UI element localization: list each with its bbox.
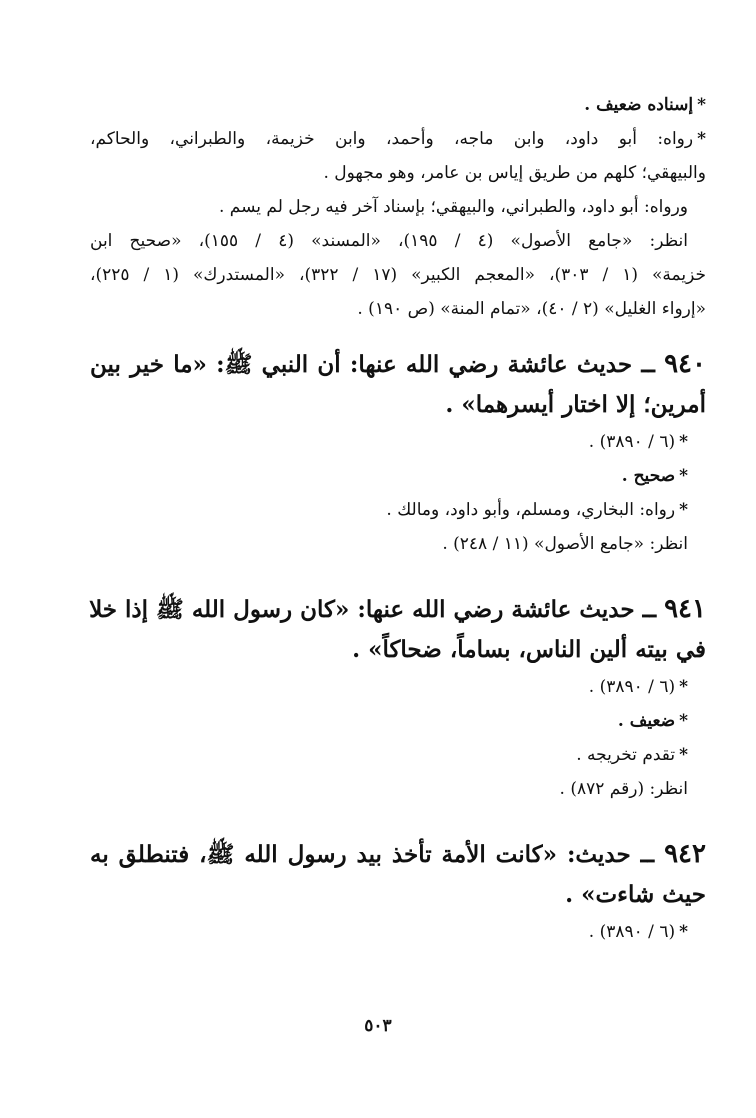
volume-reference: [90, 915, 706, 949]
reference-text: «إرواء الغليل» (٢ / ٤٠)، «تمام المنة» (ص ١٩٠) .: [357, 299, 706, 319]
hadith-text: ــ حديث عائشة رضي الله عنها: أن النبي ﷺ: «ما خير بين: [90, 351, 655, 378]
reference-text: انظر: «جامع الأصول» (٤ / ١٩٥)، «المسند» (٤ / ١٥٥)، «صحيح ابن: [90, 231, 689, 251]
reference-text: انظر: (رقم ٨٧٢) .: [559, 779, 688, 799]
volume-ref-text: (٦ / ٣٨٩٠) .: [588, 922, 676, 942]
hadith-text: أمرين؛ إلا اختار أيسرهما» .: [445, 391, 706, 418]
reference-line: [90, 527, 706, 561]
grade-line: [90, 459, 706, 493]
bullet-star: *: [679, 922, 688, 942]
grade-line: [90, 88, 706, 122]
hadith-number: ٩٤٠: [664, 349, 706, 379]
hadith-heading: [90, 344, 706, 385]
volume-ref-text: (٦ / ٣٨٩٠) .: [588, 677, 676, 697]
narration-line: [90, 122, 706, 156]
reference-line: [90, 258, 706, 292]
hadith-text: ــ حديث: «كانت الأمة تأخذ بيد رسول الله ﷺ، فتنطلق به: [90, 841, 655, 868]
bullet-star: *: [679, 745, 688, 765]
narration-text: رواه: أبو داود، وابن ماجه، وأحمد، وابن خزيمة، والطبراني، والحاكم،: [90, 129, 694, 149]
bullet-star: *: [697, 129, 706, 149]
takhrij-line: [90, 738, 706, 772]
volume-reference: [90, 425, 706, 459]
bullet-star: *: [679, 711, 688, 731]
narration-text: والبيهقي؛ كلهم من طريق إياس بن عامر، وهو مجهول .: [323, 163, 706, 183]
hadith-heading: [90, 589, 706, 630]
grade-line: [90, 704, 706, 738]
grade-text: ضعيف .: [617, 711, 676, 731]
narration-line: [90, 190, 706, 224]
reference-line: [90, 224, 706, 258]
hadith-heading: [90, 875, 706, 915]
bullet-star: *: [679, 432, 688, 452]
page-number: ٥٠٣: [364, 1016, 392, 1036]
narration-line: [90, 156, 706, 190]
reference-line: [90, 292, 706, 326]
grade-text: صحيح .: [621, 466, 676, 486]
grade-text: إسناده ضعيف .: [584, 95, 694, 115]
hadith-number: ٩٤١: [664, 594, 706, 624]
hadith-heading: [90, 385, 706, 425]
bullet-star: *: [679, 500, 688, 520]
hadith-heading: [90, 630, 706, 670]
volume-reference: [90, 670, 706, 704]
narration-text: ورواه: أبو داود، والطبراني، والبيهقي؛ بإسناد آخر فيه رجل لم يسم .: [218, 197, 688, 217]
hadith-heading: [90, 834, 706, 875]
bullet-star: *: [679, 466, 688, 486]
bullet-star: *: [697, 95, 706, 115]
reference-text: انظر: «جامع الأصول» (١١ / ٢٤٨) .: [442, 534, 688, 554]
narration-text: رواه: البخاري، ومسلم، وأبو داود، ومالك .: [386, 500, 676, 520]
narration-line: [90, 493, 706, 527]
hadith-text: حيث شاءت» .: [565, 881, 706, 908]
reference-text: خزيمة» (١ / ٣٠٣)، «المعجم الكبير» (١٧ / ٣٢٢)، «المستدرك» (١ / ٢٢٥)،: [90, 265, 706, 285]
hadith-number: ٩٤٢: [664, 839, 706, 869]
hadith-text: في بيته ألين الناس، بساماً، ضحاكاً» .: [352, 636, 706, 663]
bullet-star: *: [679, 677, 688, 697]
volume-ref-text: (٦ / ٣٨٩٠) .: [588, 432, 676, 452]
reference-line: [90, 772, 706, 806]
takhrij-text: تقدم تخريجه .: [576, 745, 676, 765]
hadith-text: ــ حديث عائشة رضي الله عنها: «كان رسول الله ﷺ إذا خلا: [89, 596, 657, 623]
page-body: [90, 88, 706, 949]
